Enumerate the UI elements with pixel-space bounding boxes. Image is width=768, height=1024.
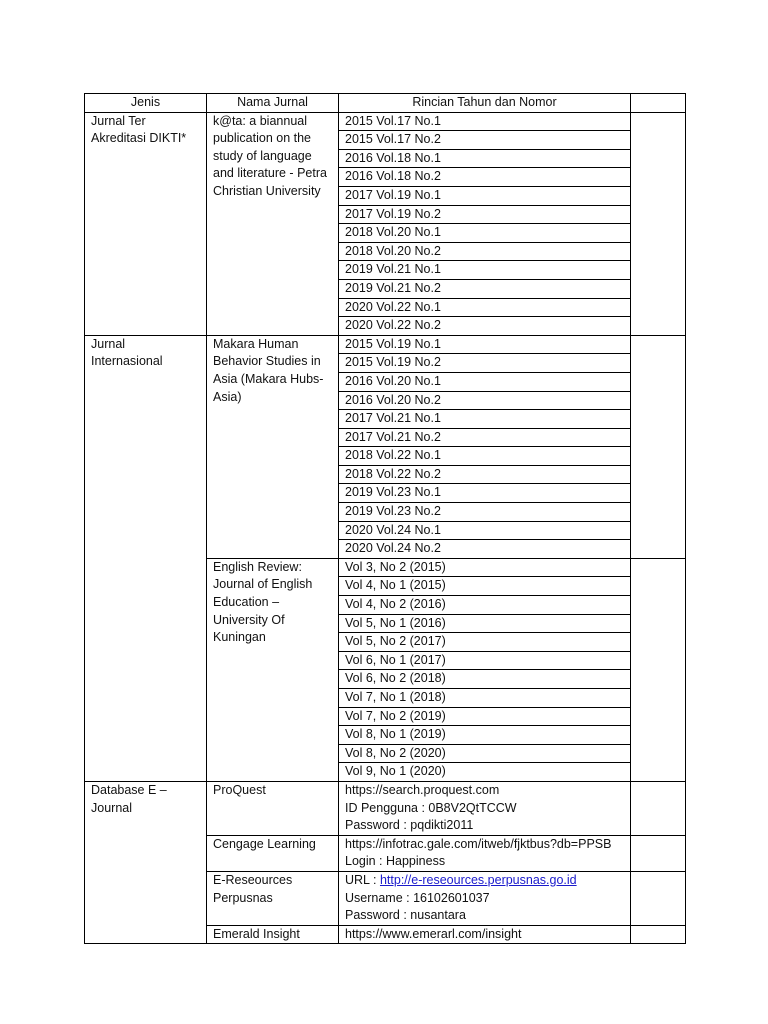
detail-cell: 2018 Vol.22 No.2	[339, 465, 631, 484]
detail-cell: Vol 4, No 2 (2016)	[339, 596, 631, 615]
database-detail-line: ID Pengguna : 0B8V2QtTCCW	[345, 800, 517, 815]
database-detail-cell	[339, 781, 631, 835]
database-detail-cell	[339, 871, 631, 925]
detail-cell: 2016 Vol.18 No.2	[339, 168, 631, 187]
detail-cell: Vol 7, No 2 (2019)	[339, 707, 631, 726]
extra-cell	[631, 925, 686, 944]
database-name-cell: E-Reseources Perpusnas	[207, 871, 339, 925]
detail-cell: Vol 5, No 2 (2017)	[339, 633, 631, 652]
detail-cell: 2015 Vol.19 No.2	[339, 354, 631, 373]
detail-cell: 2018 Vol.20 No.2	[339, 242, 631, 261]
detail-cell: 2019 Vol.23 No.2	[339, 503, 631, 522]
header-rincian: Rincian Tahun dan Nomor	[339, 94, 631, 113]
header-row	[85, 94, 686, 113]
detail-cell: 2018 Vol.22 No.1	[339, 447, 631, 466]
database-name-cell: Emerald Insight	[207, 925, 339, 944]
extra-cell	[631, 558, 686, 781]
detail-cell: Vol 3, No 2 (2015)	[339, 558, 631, 577]
jenis-cell: Jurnal Ter Akreditasi DIKTI*	[85, 112, 207, 335]
database-name-cell: Cengage Learning	[207, 835, 339, 871]
detail-cell: 2015 Vol.19 No.1	[339, 335, 631, 354]
database-detail-line: https://www.emerarl.com/insight	[345, 926, 522, 941]
database-detail-line: Password : nusantara	[345, 908, 466, 923]
header-jenis: Jenis	[85, 94, 207, 113]
journal-name-cell: English Review: Journal of English Education – University Of Kuningan	[207, 558, 339, 781]
url-line	[345, 872, 624, 890]
detail-cell: 2017 Vol.19 No.2	[339, 205, 631, 224]
journal-name-cell: k@ta: a biannual publication on the study of language and literature - Petra Christian University	[207, 112, 339, 335]
detail-cell: Vol 5, No 1 (2016)	[339, 614, 631, 633]
database-detail-cell	[339, 835, 631, 871]
detail-cell: Vol 7, No 1 (2018)	[339, 689, 631, 708]
detail-cell: Vol 6, No 1 (2017)	[339, 651, 631, 670]
jenis-cell: Database E – Journal	[85, 781, 207, 943]
detail-cell: Vol 9, No 1 (2020)	[339, 763, 631, 782]
detail-cell: 2016 Vol.18 No.1	[339, 149, 631, 168]
database-detail-cell	[339, 925, 631, 944]
table-row	[85, 112, 686, 131]
detail-cell: 2019 Vol.21 No.1	[339, 261, 631, 280]
extra-cell	[631, 835, 686, 871]
detail-cell: 2020 Vol.24 No.1	[339, 521, 631, 540]
detail-cell: Vol 6, No 2 (2018)	[339, 670, 631, 689]
url-prefix: URL :	[345, 872, 380, 887]
detail-cell: 2020 Vol.22 No.1	[339, 298, 631, 317]
database-detail-line: Login : Happiness	[345, 854, 446, 869]
header-nama-jurnal: Nama Jurnal	[207, 94, 339, 113]
detail-cell: 2016 Vol.20 No.2	[339, 391, 631, 410]
detail-cell: Vol 8, No 1 (2019)	[339, 726, 631, 745]
header-extra	[631, 94, 686, 113]
detail-cell: 2019 Vol.23 No.1	[339, 484, 631, 503]
journal-table	[84, 93, 686, 944]
detail-cell: Vol 4, No 1 (2015)	[339, 577, 631, 596]
perpusnas-link[interactable]: http://e-reseources.perpusnas.go.id	[379, 872, 577, 887]
extra-cell	[631, 871, 686, 925]
database-detail-line: https://infotrac.gale.com/itweb/fjktbus?db=PPSB	[345, 836, 612, 851]
extra-cell	[631, 781, 686, 835]
detail-cell: Vol 8, No 2 (2020)	[339, 744, 631, 763]
extra-cell	[631, 335, 686, 558]
table-row	[85, 335, 686, 354]
detail-cell: 2015 Vol.17 No.2	[339, 131, 631, 150]
detail-cell: 2020 Vol.24 No.2	[339, 540, 631, 559]
extra-cell	[631, 112, 686, 335]
detail-cell: 2020 Vol.22 No.2	[339, 317, 631, 336]
detail-cell: 2017 Vol.19 No.1	[339, 186, 631, 205]
detail-cell: 2018 Vol.20 No.1	[339, 224, 631, 243]
detail-cell: 2017 Vol.21 No.1	[339, 410, 631, 429]
journal-name-cell: Makara Human Behavior Studies in Asia (Makara Hubs-Asia)	[207, 335, 339, 558]
table-row	[85, 781, 686, 835]
database-name-cell: ProQuest	[207, 781, 339, 835]
database-detail-line: https://search.proquest.com	[345, 782, 500, 797]
detail-cell: 2019 Vol.21 No.2	[339, 279, 631, 298]
database-detail-line: Username : 16102601037	[345, 890, 490, 905]
detail-cell: 2015 Vol.17 No.1	[339, 112, 631, 131]
detail-cell: 2017 Vol.21 No.2	[339, 428, 631, 447]
detail-cell: 2016 Vol.20 No.1	[339, 372, 631, 391]
database-detail-line: Password : pqdikti2011	[345, 818, 474, 833]
jenis-cell: Jurnal Internasional	[85, 335, 207, 781]
